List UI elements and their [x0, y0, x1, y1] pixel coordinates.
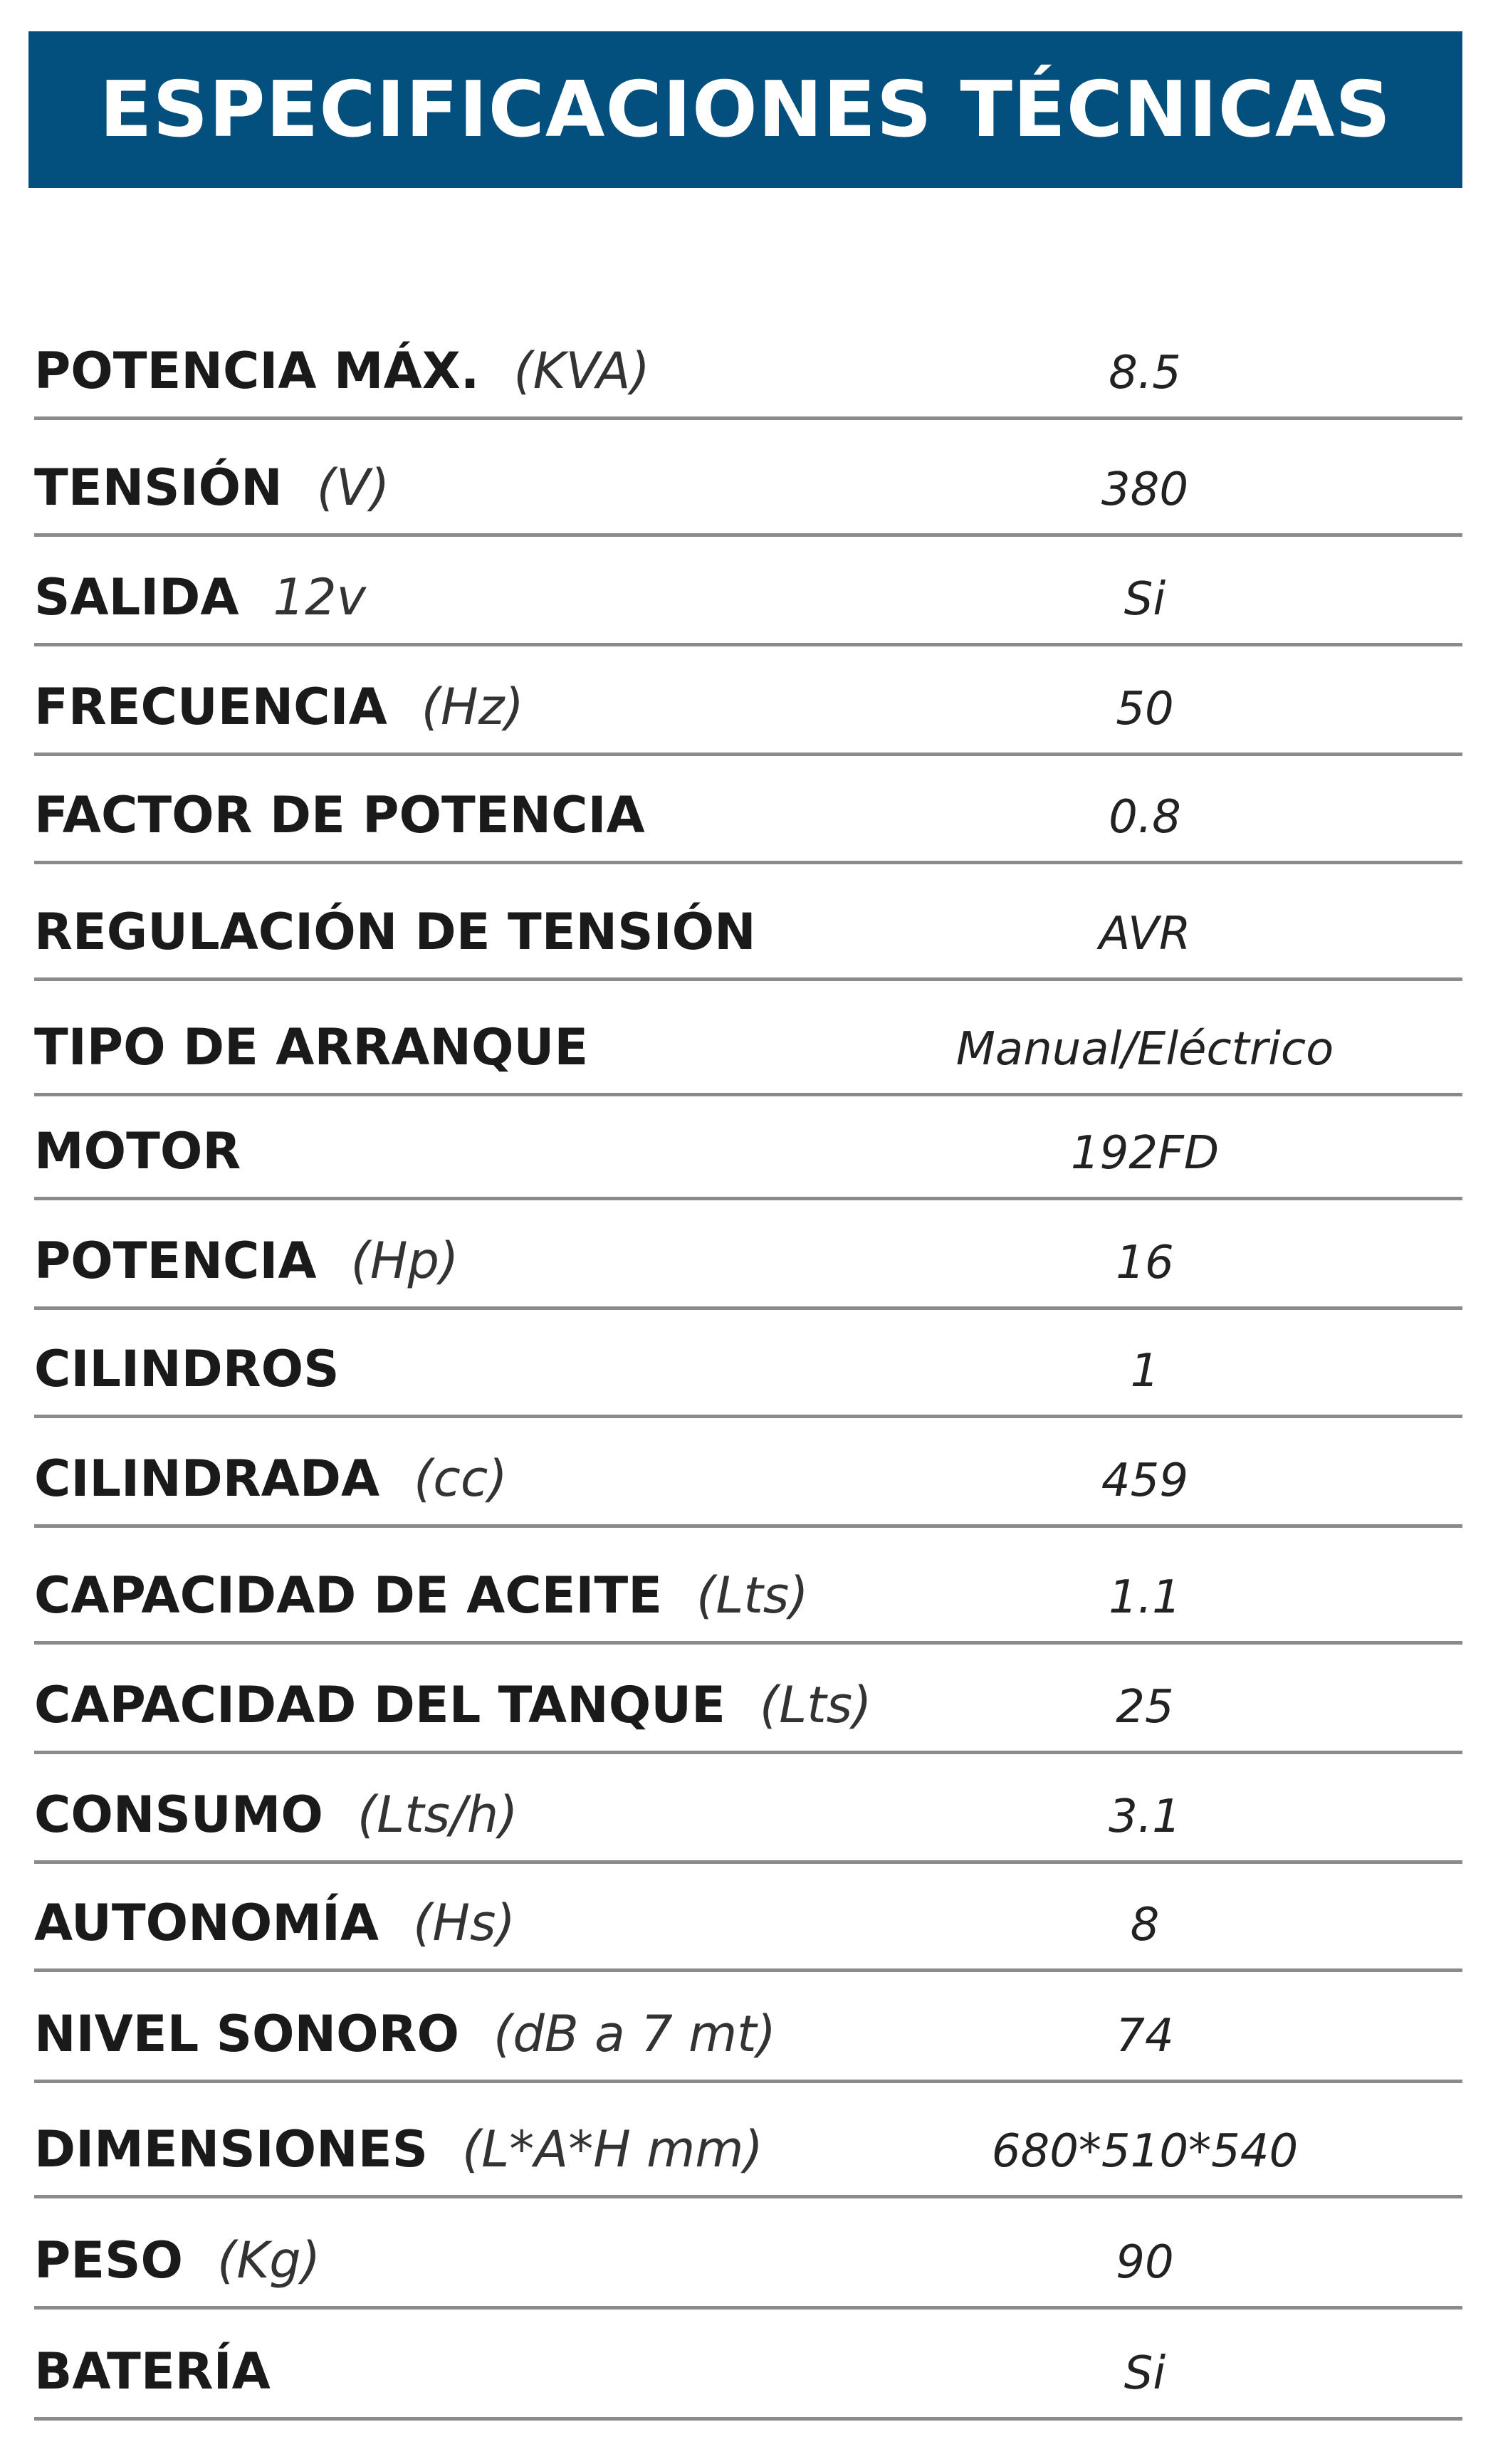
spec-name: TIPO DE ARRANQUE: [34, 1018, 589, 1076]
spec-label: [34, 1340, 340, 1398]
page-title: ESPECIFICACIONES TÉCNICAS: [99, 65, 1392, 154]
spec-value: 8.5: [1109, 347, 1181, 399]
spec-label: [34, 1018, 589, 1076]
spec-name: SALIDA: [34, 568, 239, 627]
spec-row: [34, 1418, 1462, 1528]
spec-row: [34, 1096, 1462, 1200]
spec-unit: (Kg): [217, 2231, 321, 2290]
spec-value: 1.1: [1109, 1571, 1181, 1624]
spec-row: [34, 1528, 1462, 1645]
spec-unit: (Hp): [350, 1232, 459, 1290]
spec-row: [34, 335, 1462, 420]
spec-label: [34, 1894, 515, 1952]
spec-label: [34, 1786, 518, 1844]
spec-unit: (Lts/h): [357, 1786, 518, 1844]
spec-value: 90: [1116, 2236, 1174, 2289]
spec-name: FRECUENCIA: [34, 678, 387, 736]
spec-name: POTENCIA: [34, 1232, 317, 1290]
row-divider: [34, 2417, 1462, 2421]
spec-name: AUTONOMÍA: [34, 1894, 379, 1952]
spec-name: DIMENSIONES: [34, 2120, 428, 2179]
spec-value: Si: [1124, 2347, 1166, 2400]
spec-label: [34, 458, 390, 517]
spec-table: [34, 0, 1462, 2464]
spec-value: 192FD: [1070, 1127, 1220, 1180]
spec-row: [34, 1864, 1462, 1972]
spec-name: MOTOR: [34, 1122, 241, 1180]
spec-label: [34, 786, 645, 844]
spec-label: [34, 1122, 241, 1180]
spec-value: 0.8: [1109, 791, 1181, 844]
spec-value: 50: [1116, 683, 1174, 735]
spec-row: [34, 1310, 1462, 1418]
spec-unit: (dB a 7 mt): [493, 2005, 776, 2063]
spec-label: [34, 2120, 763, 2179]
spec-row: [34, 1972, 1462, 2083]
spec-unit: (Lts): [696, 1566, 809, 1625]
spec-row: [34, 537, 1462, 646]
spec-row: [34, 1754, 1462, 1864]
spec-label: [34, 1676, 872, 1734]
spec-unit: 12v: [273, 568, 367, 627]
spec-row: [34, 756, 1462, 864]
spec-value: 25: [1116, 1681, 1174, 1734]
spec-unit: (L*A*H mm): [462, 2120, 763, 2179]
spec-value: Manual/Eléctrico: [955, 1023, 1334, 1076]
spec-label: [34, 678, 524, 736]
spec-name: CILINDRADA: [34, 1449, 380, 1508]
spec-value: 680*510*540: [991, 2125, 1299, 2178]
spec-unit: (V): [316, 458, 390, 517]
spec-label: [34, 1232, 459, 1290]
spec-row: [34, 2310, 1462, 2421]
spec-name: CONSUMO: [34, 1786, 323, 1844]
spec-row: [34, 420, 1462, 537]
spec-name: FACTOR DE POTENCIA: [34, 786, 645, 844]
spec-unit: (cc): [414, 1449, 508, 1508]
spec-name: NIVEL SONORO: [34, 2005, 460, 2063]
spec-unit: (Lts): [759, 1676, 872, 1734]
spec-label: [34, 2231, 321, 2290]
spec-value: 380: [1101, 463, 1189, 516]
spec-name: TENSIÓN: [34, 458, 283, 517]
spec-row: [34, 981, 1462, 1096]
spec-label: [34, 2342, 271, 2401]
spec-row: [34, 2198, 1462, 2310]
spec-label: [34, 342, 650, 400]
spec-label: [34, 903, 756, 961]
spec-row: [34, 1645, 1462, 1754]
spec-name: POTENCIA MÁX.: [34, 342, 480, 400]
spec-value: 1: [1130, 1345, 1160, 1398]
spec-row: [34, 2083, 1462, 2198]
spec-name: CAPACIDAD DE ACEITE: [34, 1566, 663, 1625]
spec-name: REGULACIÓN DE TENSIÓN: [34, 903, 756, 961]
spec-unit: (Hs): [413, 1894, 515, 1952]
spec-label: [34, 1566, 809, 1625]
spec-value: 74: [1116, 2010, 1174, 2062]
spec-label: [34, 1449, 508, 1508]
spec-value: 3.1: [1109, 1791, 1181, 1843]
spec-value: 16: [1116, 1237, 1174, 1289]
spec-value: AVR: [1099, 908, 1191, 960]
spec-value: 459: [1101, 1454, 1189, 1507]
spec-row: [34, 1200, 1462, 1310]
spec-row: [34, 864, 1462, 981]
spec-unit: (KVA): [513, 342, 650, 400]
spec-value: Si: [1124, 573, 1166, 626]
spec-name: CAPACIDAD DEL TANQUE: [34, 1676, 726, 1734]
spec-name: CILINDROS: [34, 1340, 340, 1398]
spec-unit: (Hz): [421, 678, 524, 736]
spec-name: BATERÍA: [34, 2342, 271, 2401]
spec-value: 8: [1130, 1899, 1160, 1951]
spec-name: PESO: [34, 2231, 184, 2290]
spec-row: [34, 646, 1462, 756]
spec-label: [34, 568, 367, 627]
spec-label: [34, 2005, 776, 2063]
